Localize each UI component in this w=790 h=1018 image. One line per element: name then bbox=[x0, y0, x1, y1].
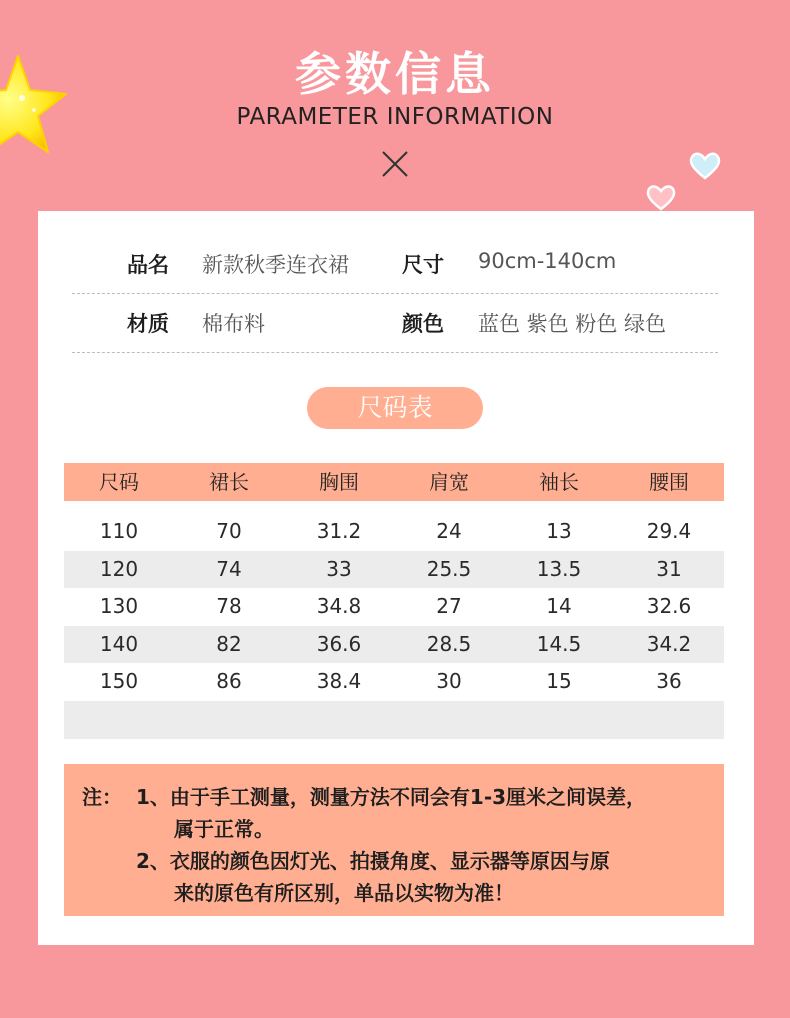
table-cell: 25.5 bbox=[426, 556, 472, 581]
table-body bbox=[64, 513, 724, 739]
notes-line: 属于正常。 bbox=[174, 817, 274, 841]
header-cell: 肩宽 bbox=[429, 470, 469, 494]
table-cell: 86 bbox=[216, 669, 242, 694]
table-cell: 28.5 bbox=[426, 631, 472, 656]
notes-prefix: 注： bbox=[82, 785, 122, 809]
table-cell: 24 bbox=[436, 519, 462, 543]
heart-icon bbox=[645, 183, 677, 211]
table-cell: 27 bbox=[436, 594, 462, 619]
info-card bbox=[38, 211, 754, 945]
size-table-title: 尺码表 bbox=[307, 387, 483, 429]
param-value: 90cm-140cm bbox=[478, 249, 617, 273]
table-row bbox=[64, 588, 724, 626]
table-header bbox=[64, 463, 724, 501]
header-cell: 腰围 bbox=[649, 470, 689, 494]
heart-icon bbox=[688, 150, 722, 180]
notes-line: 2、衣服的颜色因灯光、拍摄角度、显示器等原因与原 bbox=[136, 849, 610, 873]
table-cell: 78 bbox=[216, 594, 242, 619]
table-cell: 36 bbox=[656, 669, 682, 694]
cross-icon bbox=[381, 150, 409, 178]
param-label: 材质 bbox=[127, 312, 169, 336]
page-title: 参数信息 bbox=[295, 47, 495, 101]
table-cell: 14 bbox=[546, 594, 572, 619]
table-cell: 13 bbox=[546, 519, 572, 543]
table-row bbox=[64, 513, 724, 551]
notes-box bbox=[64, 764, 724, 916]
param-row bbox=[72, 294, 718, 353]
param-value: 蓝色 紫色 粉色 绿色 bbox=[478, 312, 667, 336]
notes-line: 1、由于手工测量，测量方法不同会有1-3厘米之间误差， bbox=[136, 785, 647, 809]
param-row bbox=[72, 235, 718, 294]
table-cell: 150 bbox=[99, 669, 139, 694]
header-cell: 尺码 bbox=[99, 470, 139, 494]
table-cell: 30 bbox=[436, 669, 462, 694]
table-cell: 15 bbox=[546, 669, 572, 694]
param-label: 品名 bbox=[127, 253, 169, 277]
header-cell: 袖长 bbox=[539, 470, 579, 494]
table-cell: 14.5 bbox=[536, 631, 582, 656]
table-row bbox=[64, 551, 724, 589]
header-cell: 裙长 bbox=[209, 470, 249, 494]
header-cell: 胸围 bbox=[319, 470, 359, 494]
table-cell: 74 bbox=[216, 556, 242, 581]
table-cell: 34.8 bbox=[316, 594, 362, 619]
param-label: 尺寸 bbox=[402, 253, 444, 277]
table-cell: 31 bbox=[656, 556, 682, 581]
table-cell: 82 bbox=[216, 631, 242, 656]
table-cell: 36.6 bbox=[316, 631, 362, 656]
table-cell: 38.4 bbox=[316, 669, 362, 694]
table-cell: 33 bbox=[326, 556, 352, 581]
table-row bbox=[64, 663, 724, 701]
table-row-empty bbox=[64, 701, 724, 739]
notes-line: 来的原色有所区别，单品以实物为准！ bbox=[174, 881, 514, 905]
table-cell: 13.5 bbox=[536, 556, 582, 581]
table-cell: 110 bbox=[99, 519, 139, 543]
table-row bbox=[64, 626, 724, 664]
table-cell: 120 bbox=[99, 556, 139, 581]
table-cell: 140 bbox=[99, 631, 139, 656]
page-subtitle: PARAMETER INFORMATION bbox=[236, 104, 554, 130]
param-label: 颜色 bbox=[402, 312, 444, 336]
param-value: 棉布料 bbox=[202, 312, 265, 336]
table-cell: 70 bbox=[216, 519, 242, 543]
size-table bbox=[64, 463, 724, 739]
table-cell: 130 bbox=[99, 594, 139, 619]
param-value: 新款秋季连衣裙 bbox=[202, 253, 349, 277]
table-cell: 32.6 bbox=[646, 594, 692, 619]
table-cell: 31.2 bbox=[316, 519, 362, 543]
table-cell: 29.4 bbox=[646, 519, 692, 543]
table-cell: 34.2 bbox=[646, 631, 692, 656]
